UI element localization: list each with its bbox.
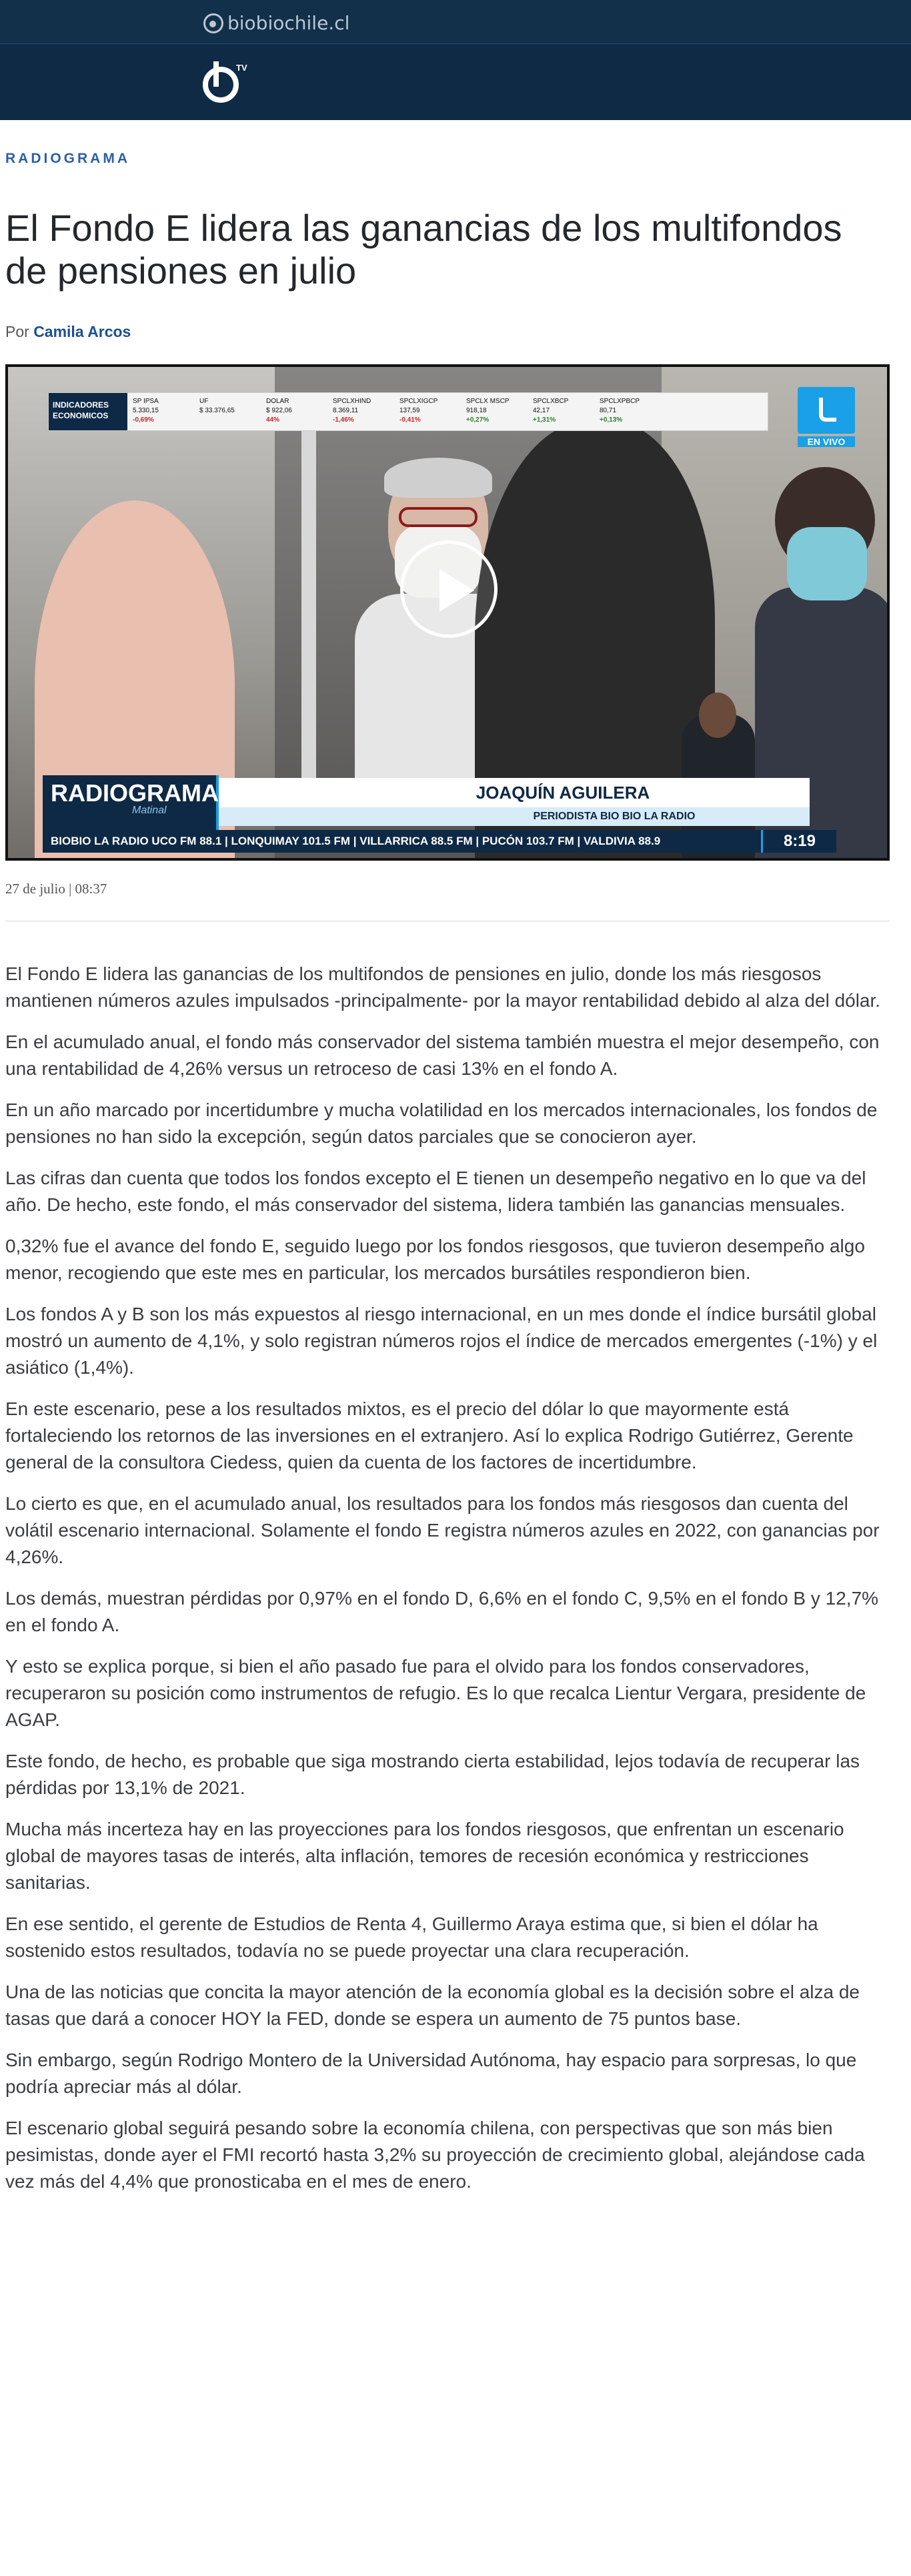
program-sub: Matinal — [132, 805, 167, 816]
ticker-item-change: -1,46% — [333, 416, 354, 424]
ticker-item-value: 8.369,11 — [333, 407, 359, 414]
ticker-item — [199, 397, 266, 425]
logo-ring-shape — [203, 67, 239, 103]
biobio-logo-icon — [203, 13, 223, 33]
article-body — [5, 961, 892, 2210]
ticker-item-name: SPCLXBCP — [533, 398, 569, 405]
article-paragraph: Los fondos A y B son los más expuestos al riesgo internacional, en un mes donde el índice bursátil global mostró un aumento de 4,1%, y solo registran números rojos el índice de mercados emergentes (-1%) y el asiático (1,4%). — [5, 1304, 878, 1378]
person-right-mask — [787, 527, 867, 600]
man-glasses — [399, 507, 478, 527]
reporter-head — [699, 693, 736, 738]
article-paragraph: El escenario global seguirá pesando sobre la economía chilena, con perspectivas que son más bien pesimistas, donde ayer el FMI recortó hasta 3,2% su proyección de crecimiento global, alejándose cada vez más del 4,4% que pronosticaba en el mes de enero. — [5, 2118, 865, 2192]
ticker-item-name: SPCLXHIND — [333, 398, 371, 405]
ticker-item — [266, 397, 333, 425]
article-paragraph: En ese sentido, el gerente de Estudios de Renta 4, Guillermo Araya estima que, si bien el dólar ha sostenido estos resultados, todavía no se puede proyectar una clara recuperación. — [5, 1913, 818, 1961]
site-name: biobiochile.cl — [227, 12, 350, 34]
ticker-items — [133, 397, 666, 425]
article-title: El Fondo E lidera las ganancias de los multifondos de pensiones en julio — [5, 207, 842, 292]
site-topbar — [0, 0, 911, 44]
article-paragraph: En un año marcado por incertidumbre y mucha volatilidad en los mercados internacionales, los fondos de pensiones no han sido la excepción, según datos parciales que se conocieron ayer. — [5, 1100, 878, 1147]
ticker-item-value: 918,18 — [466, 407, 487, 414]
guest-role: PERIODISTA BIO BIO LA RADIO — [219, 807, 810, 826]
article-paragraph: En este escenario, pese a los resultados mixtos, es el precio del dólar lo que mayormente está fortaleciendo los retornos de las inversiones en el extranjero. Así lo explica Rodrigo Gutiérrez, Gerente general de la consultora Ciedess, quien da cuenta de los factores de incertidumbre. — [5, 1398, 854, 1472]
article-paragraph: Las cifras dan cuenta que todos los fondos excepto el E tienen un desempeño negativo en lo que va del año. De hecho, este fondo, el más conservador del sistema, lidera también las ganancias mensuales. — [5, 1168, 866, 1215]
article-paragraph: Lo cierto es que, en el acumulado anual, los resultados para los fondos más riesgosos dan cuenta del volátil escenario internacional. Solamente el fondo E registra números azules en 2022, con ganancias por 4,26%. — [5, 1493, 880, 1567]
station-crawl — [43, 830, 836, 853]
ticker-item-value: 5.330,15 — [133, 407, 159, 414]
program-name: RADIOGRAMA — [51, 779, 219, 807]
tv-badge: TV — [236, 63, 247, 73]
economic-ticker — [48, 392, 768, 431]
section-label[interactable]: RADIOGRAMA — [5, 151, 130, 166]
man-hair — [384, 458, 492, 498]
ticker-item-value: 137,59 — [399, 407, 420, 414]
ticker-item-change: -0,69% — [133, 416, 154, 424]
ticker-item-change: 44% — [266, 416, 280, 424]
crawl-text: BIOBIO LA RADIO UCO FM 88.1 | LONQUIMAY 101.5 FM | VILLARRICA 88.5 FM | PUCÓN 103.7 FM | VALDIVIA 88.9 — [51, 835, 661, 847]
article-paragraph: 0,32% fue el avance del fondo E, seguido luego por los fondos riesgosos, que tuvieron desempeño algo menor, recogiendo que este mes en particular, los mercados bursátiles respondieron bien. — [5, 1236, 865, 1283]
ticker-label: INDICADORES ECONOMICOS — [49, 393, 127, 430]
article-paragraph: Los demás, muestran pérdidas por 0,97% en el fondo D, 6,6% en el fondo C, 9,5% en el fondo B y 12,7% en el fondo A. — [5, 1588, 879, 1635]
ticker-item-name: SP IPSA — [133, 398, 159, 405]
live-logo-icon — [798, 387, 855, 434]
tv-navbar — [0, 44, 911, 120]
ticker-item-change: +0,13% — [600, 416, 623, 424]
author-link[interactable]: Camila Arcos — [33, 323, 131, 340]
article-paragraph: El Fondo E lidera las ganancias de los multifondos de pensiones en julio, donde los más riesgosos mantienen números azules impulsados -principalmente- por la mayor rentabilidad debido al alza del dólar. — [5, 963, 881, 1011]
site-brand-link[interactable] — [203, 12, 349, 34]
article-paragraph: Una de las noticias que concita la mayor atención de la economía global es la decisión sobre el alza de tasas que dará a conocer HOY la FED, donde se espera un aumento de 75 puntos base. — [5, 1982, 860, 2029]
ticker-item-value: 42,17 — [533, 407, 550, 414]
ticker-item — [133, 397, 199, 425]
ticker-item-name: SPCLX MSCP — [466, 398, 510, 405]
biobio-tv-logo[interactable] — [203, 60, 249, 104]
ticker-item-change: -0,41% — [399, 416, 421, 424]
ticker-item — [333, 397, 399, 425]
publish-date: 27 de julio | 08:37 — [5, 881, 107, 897]
article-paragraph: Este fondo, de hecho, es probable que siga mostrando cierta estabilidad, lejos todavía de recuperar las pérdidas por 13,1% de 2021. — [5, 1751, 860, 1798]
video-player[interactable] — [5, 364, 890, 861]
article-paragraph: Sin embargo, según Rodrigo Montero de la Universidad Autónoma, hay espacio para sorpresas, lo que podría apreciar más al dólar. — [5, 2050, 857, 2097]
byline-prefix: Por — [5, 323, 29, 340]
logo-stem-shape — [213, 61, 219, 87]
ticker-item-value: 80,71 — [600, 407, 617, 414]
video-pillar — [301, 414, 316, 814]
ticker-item-change: +0,27% — [466, 416, 490, 424]
byline — [5, 323, 131, 341]
ticker-item — [466, 397, 533, 425]
ticker-item — [600, 397, 666, 425]
ticker-item-name: SPCLXIGCP — [399, 398, 438, 405]
ticker-item-value: $ 33.376,65 — [199, 407, 235, 414]
article-paragraph: En el acumulado anual, el fondo más conservador del sistema también muestra el mejor desempeño, con una rentabilidad de 4,26% versus un retroceso de casi 13% en el fondo A. — [5, 1031, 880, 1079]
ticker-item — [533, 397, 600, 425]
ticker-item-name: UF — [199, 398, 209, 405]
program-logo — [43, 775, 219, 833]
article-paragraph: Y esto se explica porque, si bien el año pasado fue para el olvido para los fondos conservadores, recuperaron su posición como instrumentos de refugio. Es lo que recalca Lientur Vergara, presidente de AGAP. — [5, 1656, 866, 1730]
ticker-item-change: +1,31% — [533, 416, 556, 424]
ticker-item-name: SPCLXPBCP — [600, 398, 640, 405]
live-label: EN VIVO — [798, 436, 855, 447]
lower-third — [43, 778, 810, 822]
play-icon[interactable] — [400, 540, 498, 638]
ticker-item-name: DOLAR — [266, 398, 289, 405]
broadcast-clock: 8:19 — [761, 830, 836, 853]
ticker-item-value: $ 922,06 — [266, 407, 292, 414]
ticker-item — [399, 397, 466, 425]
article-paragraph: Mucha más incerteza hay en las proyecciones para los fondos riesgosos, que enfrentan un escenario global de mayores tasas de interés, alta inflación, temores de recesión económica y restricciones sanitarias. — [5, 1819, 844, 1893]
guest-name: JOAQUÍN AGUILERA — [476, 783, 650, 803]
live-badge — [798, 387, 855, 446]
